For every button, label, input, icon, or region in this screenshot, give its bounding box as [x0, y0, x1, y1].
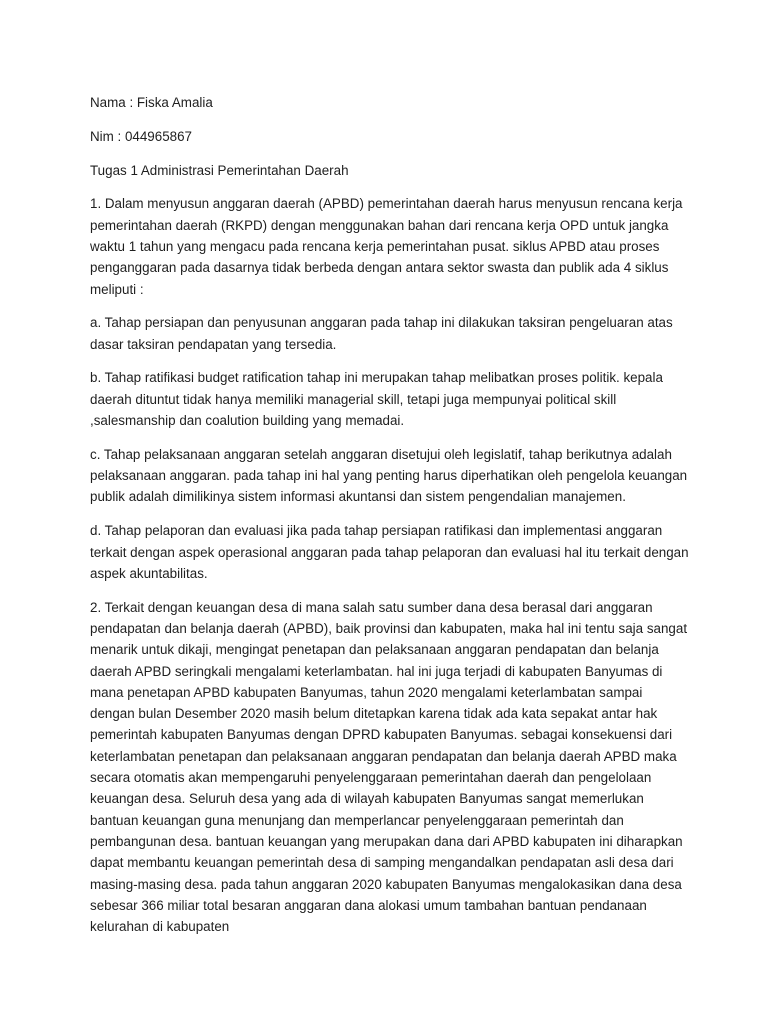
paragraph-1: 1. Dalam menyusun anggaran daerah (APBD) pemerintahan daerah harus menyusun rencana kerja pemerintahan daerah (RKPD) dengan menggunakan bahan dari rencana kerja OPD untuk jangka waktu 1 tahun yang mengacu pada rencana kerja pemerintahan pusat. siklus APBD atau proses penganggaran pada dasarnya tidak berbeda dengan antara sektor swasta dan publik ada 4 siklus meliputi : — [90, 196, 683, 297]
document-page — [90, 92, 690, 950]
paragraph-c: c. Tahap pelaksanaan anggaran setelah anggaran disetujui oleh legislatif, tahap berikutnya adalah pelaksanaan anggaran. pada tahap ini hal yang penting harus diperhatikan oleh pengelola keuangan publik adalah dimilikinya sistem informasi akuntansi dan sistem pengendalian manajemen. — [90, 446, 688, 505]
paragraph-2: 2. Terkait dengan keuangan desa di mana salah satu sumber dana desa berasal dari anggaran pendapatan dan belanja daerah (APBD), baik provinsi dan kabupaten, maka hal ini tentu saja sangat menarik untuk dikaji, mengingat penetapan dan pelaksanaan anggaran pendapatan dan belanja daerah APBD seringkali mengalami keterlambatan. hal ini juga terjadi di kabupaten Banyumas di mana penetapan APBD kabupaten Banyumas, tahun 2020 mengalami keterlambatan sampai dengan bulan Desember 2020 masih belum ditetapkan karena tidak ada kata sepakat antar hak pemerintah kabupaten Banyumas dengan DPRD kabupaten Banyumas. sebagai konsekuensi dari keterlambatan penetapan dan pelaksanaan anggaran pendapatan dan belanja daerah APBD maka secara otomatis akan mempengaruhi penyelenggaraan pemerintahan daerah dan pengelolaan keuangan desa. Seluruh desa yang ada di wilayah kabupaten Banyumas sangat memerlukan bantuan keuangan guna menunjang dan memperlancar penyelenggaraan pemerintah dan pembangunan desa. bantuan keuangan yang merupakan dana dari APBD kabupaten ini diharapkan dapat membantu keuangan pemerintah desa di samping mengandalkan pendapatan asli desa dari masing-masing desa. pada tahun anggaran 2020 kabupaten Banyumas mengalokasikan dana desa sebesar 366 miliar total besaran anggaran dana alokasi umum tambahan bantuan pendanaan kelurahan di kabupaten — [90, 599, 688, 935]
student-name: Nama : Fiska Amalia — [90, 95, 213, 110]
student-nim: Nim : 044965867 — [90, 128, 192, 144]
paragraph-d: d. Tahap pelaporan dan evaluasi jika pada tahap persiapan ratifikasi dan implementasi anggaran terkait dengan aspek operasional anggaran pada tahap pelaporan dan evaluasi hal itu terkait dengan aspek akuntabilitas. — [90, 523, 689, 581]
paragraph-b: b. Tahap ratifikasi budget ratification tahap ini merupakan tahap melibatkan proses politik. kepala daerah dituntut tidak hanya memiliki managerial skill, tetapi juga mempunyai political skill ,salesmanship dan coalution building yang memadai. — [90, 370, 663, 429]
paragraph-a: a. Tahap persiapan dan penyusunan anggaran pada tahap ini dilakukan taksiran pengeluaran atas dasar taksiran pendapatan yang tersedia. — [90, 315, 673, 352]
assignment-title: Tugas 1 Administrasi Pemerintahan Daerah — [90, 162, 349, 178]
